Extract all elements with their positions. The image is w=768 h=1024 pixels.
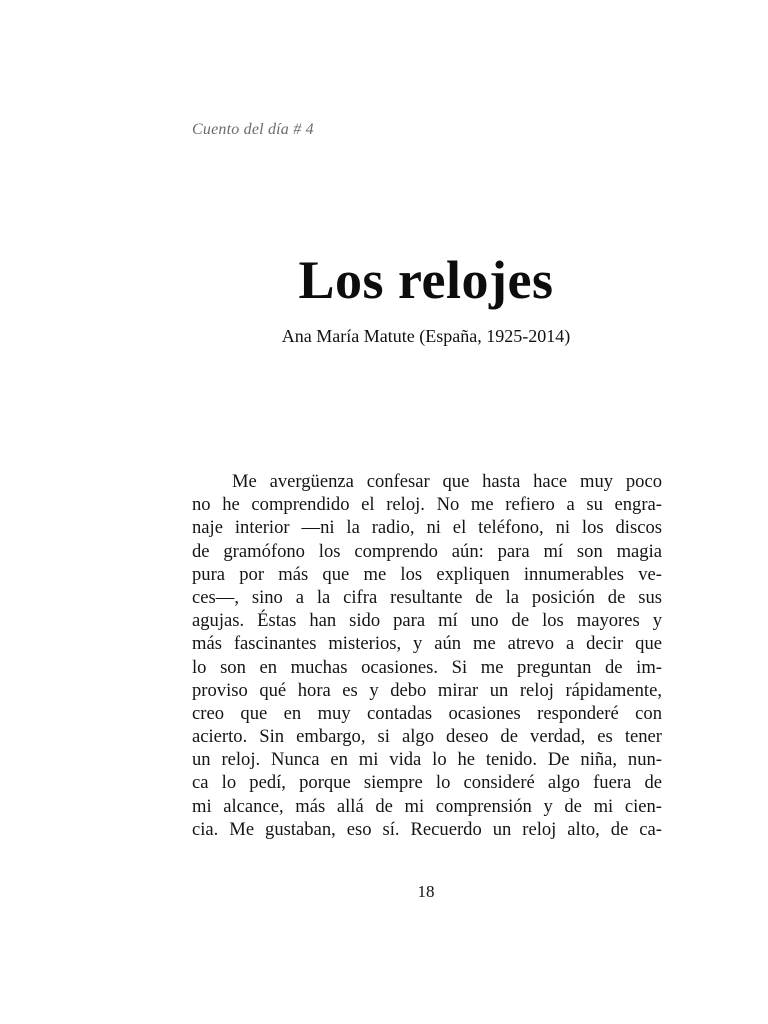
- story-title: Los relojes: [298, 250, 554, 310]
- story-body: [192, 470, 662, 841]
- body-line: naje interior —ni la radio, ni el teléfono, ni los discos: [192, 517, 662, 539]
- body-line: lo son en muchas ocasiones. Si me preguntan de im-: [192, 656, 662, 678]
- page-number: 18: [417, 882, 435, 901]
- body-line: pura por más que me los expliquen innumerables ve-: [192, 563, 662, 585]
- body-line: cia. Me gustaban, eso sí. Recuerdo un reloj alto, de ca-: [192, 818, 662, 840]
- body-line: creo que en muy contadas ocasiones responderé con: [192, 702, 662, 724]
- body-line: más fascinantes misterios, y aún me atrevo a decir que: [192, 633, 662, 655]
- body-line: un reloj. Nunca en mi vida lo he tenido. De niña, nun-: [192, 749, 662, 771]
- body-line: ca lo pedí, porque siempre lo consideré algo fuera de: [192, 772, 662, 794]
- body-line: Me avergüenza confesar que hasta hace muy poco: [232, 471, 662, 492]
- body-line: mi alcance, más allá de mi comprensión y de mi cien-: [192, 795, 662, 817]
- body-line: agujas. Éstas han sido para mí uno de los mayores y: [192, 610, 662, 632]
- body-line: proviso qué hora es y debo mirar un reloj rápidamente,: [192, 679, 662, 701]
- running-header: Cuento del día # 4: [192, 121, 314, 138]
- body-line: acierto. Sin embargo, si algo deseo de verdad, es tener: [192, 726, 662, 748]
- body-line: no he comprendido el reloj. No me refiero a su engra-: [192, 494, 662, 516]
- body-line: ces—, sino a la cifra resultante de la posición de sus: [192, 586, 662, 608]
- body-line: de gramófono los comprendo aún: para mí son magia: [192, 540, 662, 562]
- story-author: Ana María Matute (España, 1925-2014): [281, 326, 571, 346]
